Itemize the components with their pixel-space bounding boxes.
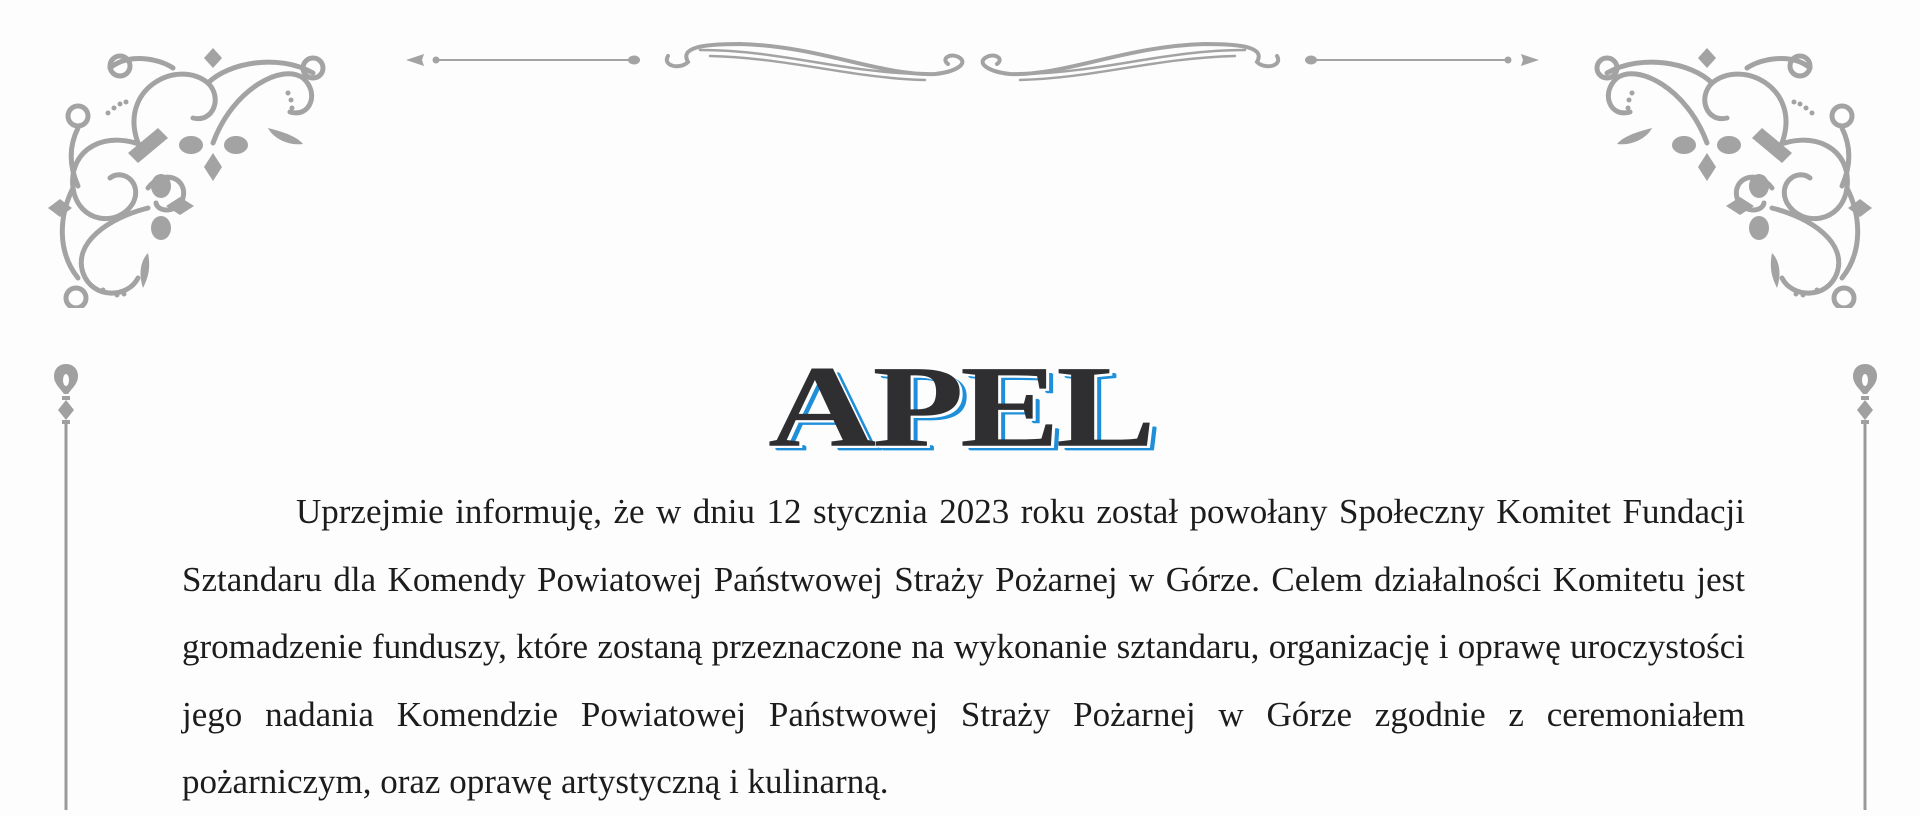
top-flourish-divider-icon [400, 36, 1545, 86]
corner-ornament-top-right-icon [1572, 38, 1872, 308]
body-paragraph: Uprzejmie informuję, że w dniu 12 stycznia 2023 roku został powołany Społeczny Komitet Fundacji Sztandaru dla Komendy Powiatowej Państwowej Straży Pożarnej w Górze. Celem działalności Komitetu jest gromadzenie funduszy, które zostaną przeznaczone na wykonanie sztandaru, organizację i oprawę uroczystości jego nadania Komendzie Powiatowej Państwowej Straży Pożarnej w Górze zgodnie z ceremoniałem pożarniczym, oraz oprawę artystyczną i kulinarną. [182, 492, 1745, 801]
corner-ornament-top-left-icon [48, 38, 348, 308]
document-body [182, 478, 1745, 816]
document-title: APEL [767, 341, 1153, 471]
